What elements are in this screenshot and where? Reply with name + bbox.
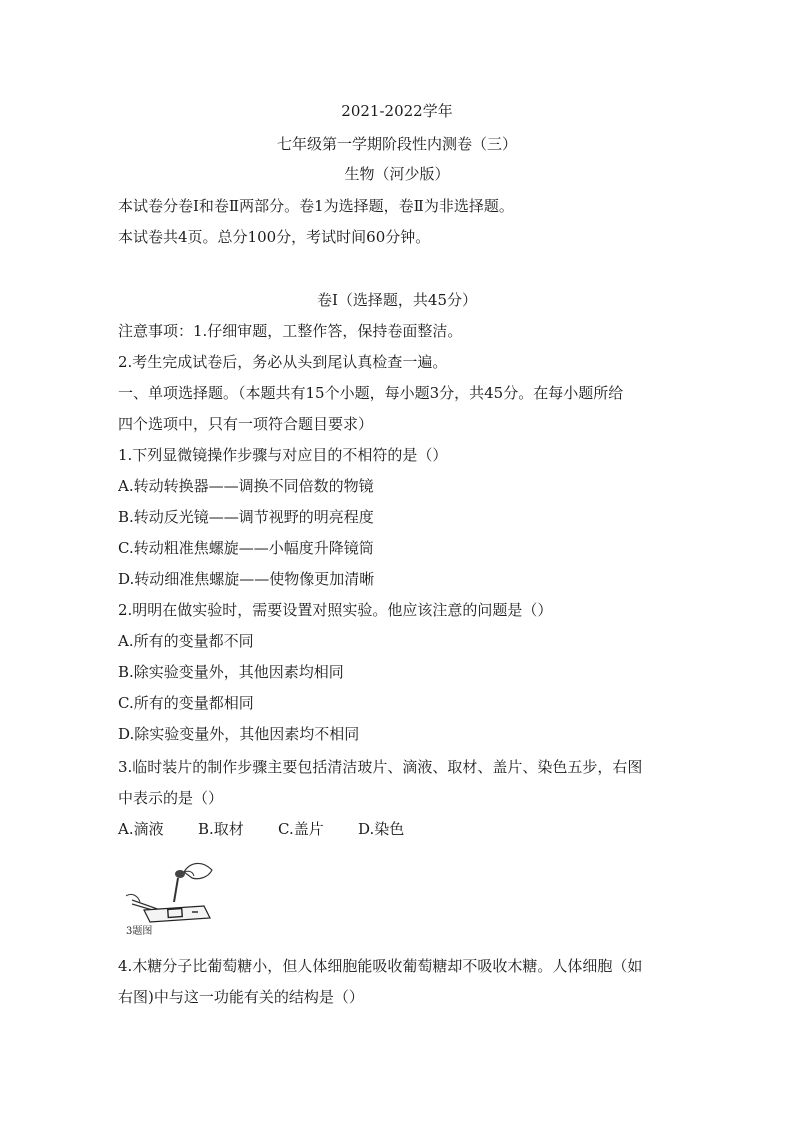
question-3-option-a: A.滴液 (118, 820, 164, 838)
question-4-stem: 右图)中与这一功能有关的结构是（） (118, 988, 364, 1006)
question-1-option-a: A.转动转换器——调换不同倍数的物镜 (118, 477, 374, 495)
instruction-line: 本试卷分卷Ⅰ和卷Ⅱ两部分。卷1为选择题，卷Ⅱ为非选择题。 (118, 197, 514, 215)
notes-line: 2.考生完成试卷后，务必从头到尾认真检查一遍。 (118, 353, 448, 371)
question-1-option-c: C.转动粗准焦螺旋——小幅度升降镜筒 (118, 539, 374, 557)
question-3-stem: 中表示的是（） (118, 789, 224, 807)
exam-title: 七年级第一学期阶段性内测卷（三） (276, 135, 517, 153)
question-2-option-b: B.除实验变量外，其他因素均相同 (118, 663, 344, 681)
part-title: 四个选项中，只有一项符合题目要求） (118, 415, 374, 433)
question-3-option-c: C.盖片 (278, 820, 324, 838)
question-2-option-d: D.除实验变量外，其他因素均不相同 (118, 725, 360, 743)
question-2-stem: 2.明明在做实验时，需要设置对照实验。他应该注意的问题是（） (118, 601, 553, 619)
exam-year: 2021-2022学年 (341, 102, 453, 120)
dropper-slide-illustration (122, 852, 218, 938)
question-3-stem: 3.临时装片的制作步骤主要包括清洁玻片、滴液、取材、盖片、染色五步，右图 (118, 758, 643, 776)
question-1-option-d: D.转动细准焦螺旋——使物像更加清晰 (118, 570, 375, 588)
question-3-options (118, 819, 678, 839)
dropper-bulb (175, 870, 185, 878)
notes-line: 注意事项：1.仔细审题，工整作答，保持卷面整洁。 (118, 322, 463, 340)
question-1-stem: 1.下列显微镜操作步骤与对应目的不相符的是（） (118, 446, 448, 464)
figure-caption: 3题图 (126, 926, 153, 937)
question-3-option-d: D.染色 (358, 820, 405, 838)
section-title: 卷Ⅰ（选择题，共45分） (316, 291, 477, 309)
question-3-figure (122, 852, 218, 938)
question-2-option-a: A.所有的变量都不同 (118, 632, 254, 650)
question-2-option-c: C.所有的变量都相同 (118, 694, 254, 712)
part-title: 一、单项选择题。（本题共有15个小题，每小题3分，共45分。在每小题所给 (118, 384, 624, 402)
dropper-tube (174, 878, 178, 902)
question-1-option-b: B.转动反光镜——调节视野的明亮程度 (118, 508, 374, 526)
instruction-line: 本试卷共4页。总分100分，考试时间60分钟。 (118, 228, 431, 246)
question-3-option-b: B.取材 (198, 820, 244, 838)
question-4-stem: 4.木糖分子比葡萄糖小，但人体细胞能吸收葡萄糖却不吸收木糖。人体细胞（如 (118, 957, 643, 975)
exam-subject: 生物（河少版） (344, 165, 450, 183)
